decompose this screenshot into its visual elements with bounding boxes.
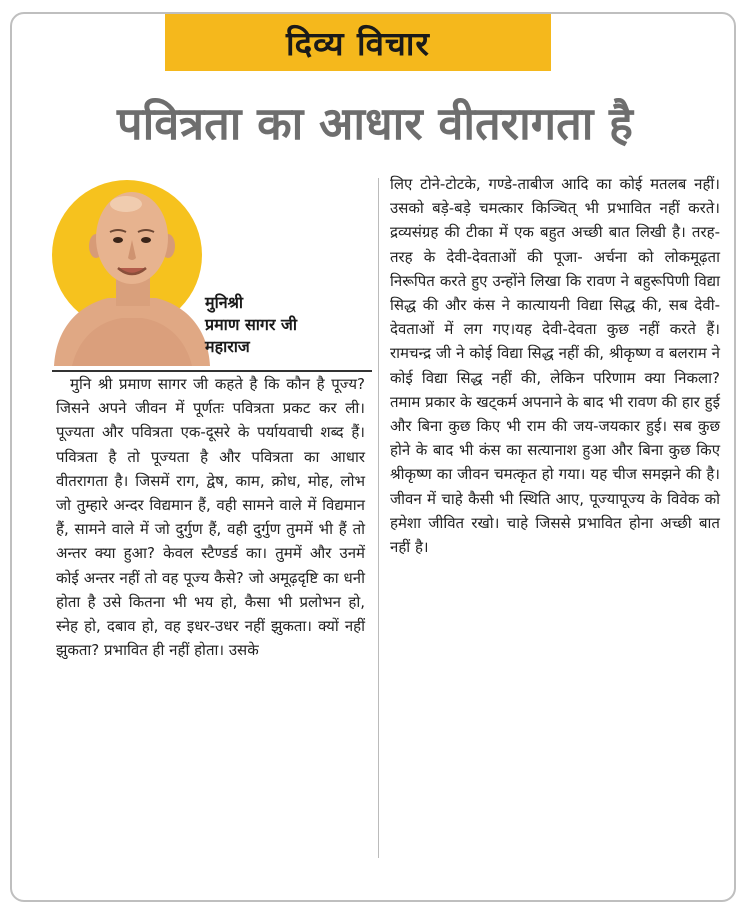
section-header-band <box>165 14 551 71</box>
article-paragraph-right: लिए टोने-टोटके, गण्डे-ताबीज आदि का कोई मतलब नहीं। उसको बड़े-बड़े चमत्कार किञ्चित् भी प्रभावित नहीं करते। द्रव्यसंग्रह की टीका में एक बहुत अच्छी बात लिखी है। तरह-तरह के देवी-देवताओं की पूजा- अर्चना को लोकमूढ़ता निरूपित करते हुए उन्होंने लिखा कि रावण ने बहुरूपिणी विद्या सिद्ध की और कंस ने कात्यायनी विद्या सिद्ध की, सब देवी-देवताओं में लग गए।यह देवी-देवता कुछ नहीं करते हैं। रामचन्द्र जी ने कोई विद्या सिद्ध नहीं की, श्रीकृष्ण व बलराम ने कोई विद्या सिद्ध नहीं की, लेकिन परिणाम क्या निकला? तमाम प्रकार के खट्कर्म अपनाने के बाद भी रावण की हार हुई और बिना कुछ किए भी राम की जय-जयकार हुई। सब कुछ होने के बाद भी कंस का सत्यानाश हुआ और बिना कुछ किए श्रीकृष्ण का जीवन चमत्कृत हो गया। यह चीज समझने की है। जीवन में चाहे कैसी भी स्थिति आए, पूज्यापूज्य के विवेक को हमेशा जीवित रखो। चाहे जिससे प्रभावित होना अच्छी बात नहीं है। <box>390 175 720 557</box>
article-paragraph-left: मुनि श्री प्रमाण सागर जी कहते है कि कौन है पूज्य? जिसने अपने जीवन में पूर्णतः पवित्रता प्रकट कर ली। पूज्यता और पवित्रता एक-दूसरे के पर्यायवाची शब्द हैं। पवित्रता है तो पूज्यता है और पवित्रता का आधार वीतरागता है। जिसमें राग, द्वेष, काम, क्रोध, मोह, लोभ जो तुम्हारे अन्दर विद्यमान हैं, वही सामने वाले में विद्यमान हैं, सामने वाले में जो दुर्गुण हैं, वही दुर्गुण तुममें भी हैं तो अन्तर क्या हुआ? केवल स्टैण्डर्ड का। तुममें और उनमें कोई अन्तर नहीं तो वह पूज्य कैसे? जो अमूढ़दृष्टि का धनी होता है उसे कितना भी भय हो, कैसा भी प्रलोभन हो, स्नेह हो, दबाव हो, वह इधर-उधर नहीं झुकता। क्यों नहीं झुकता? प्रभावित ही नहीं होता। उसके <box>56 375 365 660</box>
column-divider <box>378 178 379 858</box>
author-honorific: महाराज <box>205 337 250 356</box>
section-header-label: दिव्य विचार <box>286 24 430 63</box>
monk-portrait-icon <box>52 180 212 366</box>
author-title: मुनिश्री <box>205 293 244 312</box>
author-name: प्रमाण सागर जी <box>205 315 298 334</box>
article-column-right <box>390 172 720 559</box>
article-column-left <box>56 372 365 662</box>
article-headline: पवित्रता का आधार वीतरागता है <box>117 97 633 150</box>
author-photo <box>52 180 212 366</box>
author-credit <box>205 292 365 358</box>
